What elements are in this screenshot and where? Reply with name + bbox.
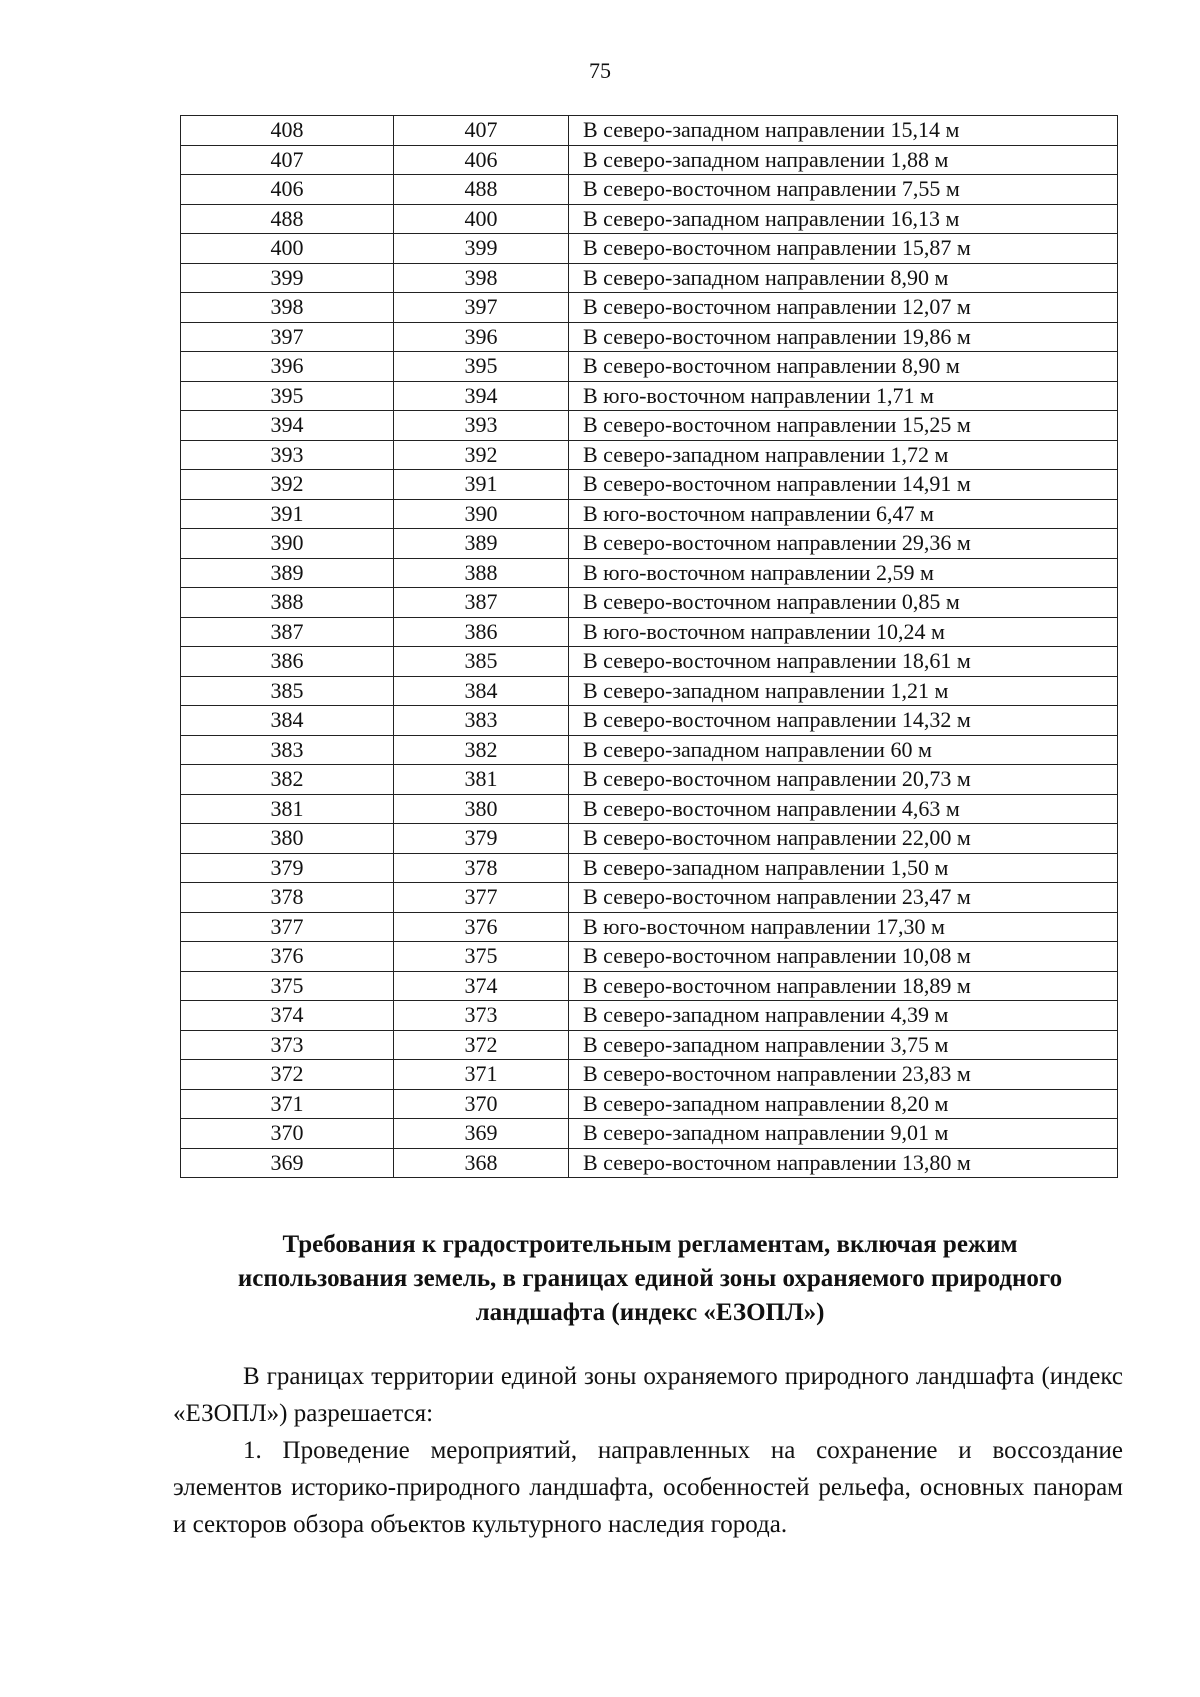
table-row <box>181 1148 1118 1178</box>
point-from-cell: 385 <box>181 676 394 706</box>
point-from-cell: 386 <box>181 647 394 677</box>
body-text <box>173 1358 1123 1543</box>
point-to-cell: 375 <box>394 942 569 972</box>
point-to-cell: 393 <box>394 411 569 441</box>
point-to-cell: 379 <box>394 824 569 854</box>
point-from-cell: 393 <box>181 440 394 470</box>
table-row <box>181 912 1118 942</box>
point-from-cell: 380 <box>181 824 394 854</box>
direction-cell: В юго-восточном направлении 2,59 м <box>569 558 1118 588</box>
direction-cell: В северо-западном направлении 60 м <box>569 735 1118 765</box>
table-row <box>181 440 1118 470</box>
table-row <box>181 529 1118 559</box>
point-from-cell: 408 <box>181 116 394 146</box>
direction-cell: В северо-западном направлении 1,88 м <box>569 145 1118 175</box>
point-to-cell: 370 <box>394 1089 569 1119</box>
direction-cell: В северо-восточном направлении 23,83 м <box>569 1060 1118 1090</box>
section-heading <box>165 1228 1135 1330</box>
table-row <box>181 647 1118 677</box>
table-row <box>181 824 1118 854</box>
point-from-cell: 488 <box>181 204 394 234</box>
point-from-cell: 370 <box>181 1119 394 1149</box>
paragraph: 1. Проведение мероприятий, направленных на сохранение и воссоздание элементов историко-природного ландшафта, особенностей рельефа, основных панорам и секторов обзора объектов культурного наследия города. <box>173 1437 1123 1538</box>
point-to-cell: 385 <box>394 647 569 677</box>
point-from-cell: 392 <box>181 470 394 500</box>
point-to-cell: 383 <box>394 706 569 736</box>
point-to-cell: 396 <box>394 322 569 352</box>
table-row <box>181 1060 1118 1090</box>
heading-line: ландшафта (индекс «ЕЗОПЛ») <box>475 1299 825 1326</box>
point-from-cell: 384 <box>181 706 394 736</box>
direction-cell: В северо-восточном направлении 7,55 м <box>569 175 1118 205</box>
point-from-cell: 398 <box>181 293 394 323</box>
table-row <box>181 765 1118 795</box>
table-row <box>181 883 1118 913</box>
point-to-cell: 399 <box>394 234 569 264</box>
point-from-cell: 389 <box>181 558 394 588</box>
point-to-cell: 376 <box>394 912 569 942</box>
direction-cell: В северо-восточном направлении 18,61 м <box>569 647 1118 677</box>
direction-cell: В северо-западном направлении 16,13 м <box>569 204 1118 234</box>
direction-cell: В северо-восточном направлении 14,32 м <box>569 706 1118 736</box>
page-number: 75 <box>589 58 611 83</box>
point-from-cell: 391 <box>181 499 394 529</box>
direction-cell: В северо-восточном направлении 15,87 м <box>569 234 1118 264</box>
direction-cell: В северо-восточном направлении 14,91 м <box>569 470 1118 500</box>
direction-cell: В северо-восточном направлении 0,85 м <box>569 588 1118 618</box>
table-row <box>181 1030 1118 1060</box>
direction-cell: В северо-восточном направлении 19,86 м <box>569 322 1118 352</box>
table-row <box>181 352 1118 382</box>
point-to-cell: 406 <box>394 145 569 175</box>
point-to-cell: 394 <box>394 381 569 411</box>
coordinates-table <box>180 115 1118 1178</box>
table-row <box>181 381 1118 411</box>
point-from-cell: 394 <box>181 411 394 441</box>
point-to-cell: 378 <box>394 853 569 883</box>
direction-cell: В северо-восточном направлении 12,07 м <box>569 293 1118 323</box>
point-from-cell: 406 <box>181 175 394 205</box>
table-row <box>181 588 1118 618</box>
direction-cell: В юго-восточном направлении 10,24 м <box>569 617 1118 647</box>
point-from-cell: 399 <box>181 263 394 293</box>
point-to-cell: 386 <box>394 617 569 647</box>
direction-cell: В северо-восточном направлении 8,90 м <box>569 352 1118 382</box>
direction-cell: В юго-восточном направлении 1,71 м <box>569 381 1118 411</box>
point-to-cell: 389 <box>394 529 569 559</box>
direction-cell: В юго-восточном направлении 6,47 м <box>569 499 1118 529</box>
table-row <box>181 735 1118 765</box>
point-to-cell: 380 <box>394 794 569 824</box>
point-to-cell: 407 <box>394 116 569 146</box>
direction-cell: В северо-восточном направлении 18,89 м <box>569 971 1118 1001</box>
direction-cell: В северо-западном направлении 4,39 м <box>569 1001 1118 1031</box>
point-to-cell: 382 <box>394 735 569 765</box>
point-to-cell: 381 <box>394 765 569 795</box>
point-to-cell: 369 <box>394 1119 569 1149</box>
point-from-cell: 377 <box>181 912 394 942</box>
point-from-cell: 376 <box>181 942 394 972</box>
direction-cell: В северо-восточном направлении 13,80 м <box>569 1148 1118 1178</box>
direction-cell: В северо-западном направлении 15,14 м <box>569 116 1118 146</box>
point-from-cell: 378 <box>181 883 394 913</box>
point-to-cell: 400 <box>394 204 569 234</box>
table-row <box>181 470 1118 500</box>
point-from-cell: 395 <box>181 381 394 411</box>
table-row <box>181 794 1118 824</box>
table-row <box>181 116 1118 146</box>
point-to-cell: 371 <box>394 1060 569 1090</box>
point-to-cell: 488 <box>394 175 569 205</box>
paragraph: В границах территории единой зоны охраняемого природного ландшафта (индекс «ЕЗОПЛ») разрешается: <box>173 1363 1123 1427</box>
direction-cell: В северо-восточном направлении 4,63 м <box>569 794 1118 824</box>
point-to-cell: 384 <box>394 676 569 706</box>
point-from-cell: 387 <box>181 617 394 647</box>
direction-cell: В северо-восточном направлении 15,25 м <box>569 411 1118 441</box>
point-from-cell: 373 <box>181 1030 394 1060</box>
point-to-cell: 398 <box>394 263 569 293</box>
direction-cell: В северо-западном направлении 1,21 м <box>569 676 1118 706</box>
table-row <box>181 676 1118 706</box>
point-to-cell: 388 <box>394 558 569 588</box>
table-row <box>181 617 1118 647</box>
point-from-cell: 400 <box>181 234 394 264</box>
table-row <box>181 942 1118 972</box>
point-from-cell: 371 <box>181 1089 394 1119</box>
table-row <box>181 1119 1118 1149</box>
point-to-cell: 390 <box>394 499 569 529</box>
direction-cell: В северо-западном направлении 1,50 м <box>569 853 1118 883</box>
table-row <box>181 204 1118 234</box>
point-to-cell: 395 <box>394 352 569 382</box>
point-from-cell: 372 <box>181 1060 394 1090</box>
table-row <box>181 175 1118 205</box>
point-to-cell: 377 <box>394 883 569 913</box>
table-row <box>181 499 1118 529</box>
point-from-cell: 374 <box>181 1001 394 1031</box>
table-row <box>181 1089 1118 1119</box>
point-to-cell: 387 <box>394 588 569 618</box>
table-row <box>181 706 1118 736</box>
point-to-cell: 391 <box>394 470 569 500</box>
direction-cell: В северо-западном направлении 8,90 м <box>569 263 1118 293</box>
table-row <box>181 971 1118 1001</box>
direction-cell: В северо-восточном направлении 29,36 м <box>569 529 1118 559</box>
point-to-cell: 397 <box>394 293 569 323</box>
direction-cell: В северо-восточном направлении 23,47 м <box>569 883 1118 913</box>
point-from-cell: 383 <box>181 735 394 765</box>
direction-cell: В северо-западном направлении 3,75 м <box>569 1030 1118 1060</box>
point-from-cell: 388 <box>181 588 394 618</box>
table-row <box>181 853 1118 883</box>
table-row <box>181 234 1118 264</box>
point-from-cell: 390 <box>181 529 394 559</box>
point-from-cell: 379 <box>181 853 394 883</box>
point-from-cell: 396 <box>181 352 394 382</box>
table-row <box>181 1001 1118 1031</box>
point-from-cell: 382 <box>181 765 394 795</box>
table-row <box>181 558 1118 588</box>
table-row <box>181 145 1118 175</box>
point-from-cell: 397 <box>181 322 394 352</box>
point-from-cell: 381 <box>181 794 394 824</box>
direction-cell: В северо-восточном направлении 22,00 м <box>569 824 1118 854</box>
heading-line: использования земель, в границах единой зоны охраняемого природного <box>237 1265 1063 1292</box>
direction-cell: В северо-восточном направлении 20,73 м <box>569 765 1118 795</box>
point-to-cell: 372 <box>394 1030 569 1060</box>
point-from-cell: 407 <box>181 145 394 175</box>
point-to-cell: 373 <box>394 1001 569 1031</box>
direction-cell: В северо-западном направлении 9,01 м <box>569 1119 1118 1149</box>
point-from-cell: 369 <box>181 1148 394 1178</box>
direction-cell: В северо-западном направлении 8,20 м <box>569 1089 1118 1119</box>
point-to-cell: 368 <box>394 1148 569 1178</box>
direction-cell: В северо-восточном направлении 10,08 м <box>569 942 1118 972</box>
point-to-cell: 374 <box>394 971 569 1001</box>
table-body <box>181 116 1118 1178</box>
table-row <box>181 263 1118 293</box>
direction-cell: В юго-восточном направлении 17,30 м <box>569 912 1118 942</box>
point-from-cell: 375 <box>181 971 394 1001</box>
table-row <box>181 322 1118 352</box>
table-row <box>181 411 1118 441</box>
heading-line: Требования к градостроительным регламентам, включая режим <box>282 1231 1018 1258</box>
point-to-cell: 392 <box>394 440 569 470</box>
direction-cell: В северо-западном направлении 1,72 м <box>569 440 1118 470</box>
table-row <box>181 293 1118 323</box>
